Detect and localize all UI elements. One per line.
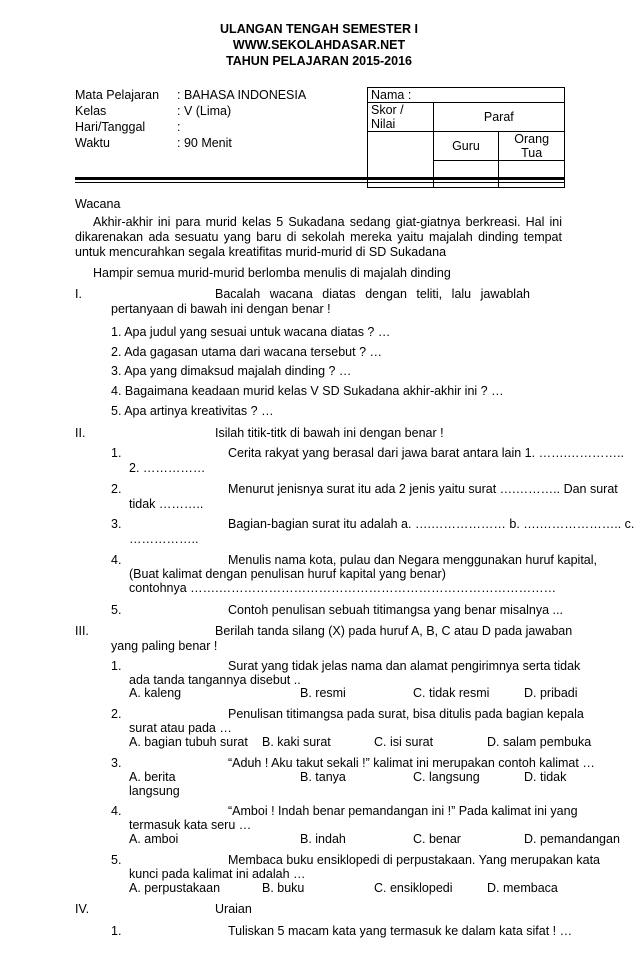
section-3-instruction-2: yang paling benar ! [111, 639, 218, 653]
date-value: : [177, 120, 181, 134]
section-2-q1-text: Cerita rakyat yang berasal dari jawa barat antara lain 1. …….………….. [228, 446, 625, 460]
parent-sign-blank [499, 161, 565, 188]
section-3-q4-number: 4. [111, 804, 122, 818]
section-2-q5-number: 5. [111, 603, 122, 617]
section-1-question: 2. Ada gagasan utama dari wacana tersebut ? … [111, 345, 383, 359]
reading-line-4: Hampir semua murid-murid berlomba menulis di majalah dinding [93, 266, 451, 280]
option-c: C. ensiklopedi [374, 881, 453, 895]
divider-thick [75, 177, 565, 180]
section-3-q5-text: Membaca buku ensiklopedi di perpustakaan. Yang merupakan kata [228, 853, 600, 867]
parent-cell: Orang Tua [499, 132, 565, 161]
section-4-number: IV. [75, 902, 90, 916]
option-c: C. langsung [413, 770, 480, 784]
school-year-line: TAHUN PELAJARAN 2015-2016 [226, 54, 412, 68]
website-line: WWW.SEKOLAHDASAR.NET [232, 38, 406, 52]
section-3-instruction: Berilah tanda silang (X) pada huruf A, B, C atau D pada jawaban [215, 624, 573, 638]
section-2-q3-text: Bagian-bagian surat itu adalah a. ….……………… b. ….……………….. c. [228, 517, 635, 531]
time-value: : 90 Menit [177, 136, 232, 150]
section-2-q4-line3: contohnya …….……………………………………………………………………… [129, 581, 557, 595]
section-2-q2-text: Menurut jenisnya surat itu ada 2 jenis yaitu surat ….……….. Dan surat [228, 482, 618, 496]
section-3-q5-text-2: kunci pada kalimat ini adalah … [129, 867, 306, 881]
section-1-question: 4. Bagaimana keadaan murid kelas V SD Sukadana akhir-akhir ini ? … [111, 384, 504, 398]
section-2-q4-text: Menulis nama kota, pulau dan Negara menggunakan huruf kapital, [228, 553, 597, 567]
option-a: A. bagian tubuh surat [129, 735, 248, 749]
section-3-q5-number: 5. [111, 853, 122, 867]
section-4-q1-text: Tuliskan 5 macam kata yang termasuk ke dalam kata sifat ! … [228, 924, 573, 938]
identity-box [367, 87, 565, 188]
exam-title: ULANGAN TENGAH SEMESTER I [220, 22, 418, 36]
section-3-q3-number: 3. [111, 756, 122, 770]
subject-label: Mata Pelajaran [75, 88, 160, 102]
option-d: D. pemandangan [524, 832, 620, 846]
class-label: Kelas [75, 104, 107, 118]
option-c: C. benar [413, 832, 461, 846]
reading-line-3: untuk mencurahkan segala kreatifitas murid-murid di SD Sukadana [75, 245, 447, 259]
section-2-q2-line2: tidak ……….. [129, 497, 204, 511]
section-1-instruction: Bacalah wacana diatas dengan teliti, lalu jawablah [215, 287, 530, 301]
option-c: C. isi surat [374, 735, 434, 749]
option-a: A. kaleng [129, 686, 182, 700]
option-d: D. tidak [524, 770, 567, 784]
option-d: D. pribadi [524, 686, 578, 700]
option-b: B. buku [262, 881, 305, 895]
section-2-q5-text: Contoh penulisan sebuah titimangsa yang benar misalnya ... [228, 603, 563, 617]
reading-title: Wacana [75, 197, 121, 211]
section-1-question: 3. Apa yang dimaksud majalah dinding ? … [111, 364, 352, 378]
section-2-instruction: Isilah titik-titk di bawah ini dengan benar ! [215, 426, 444, 440]
subject-value: : BAHASA INDONESIA [177, 88, 307, 102]
section-2-q1-number: 1. [111, 446, 122, 460]
section-2-q4-line2: (Buat kalimat dengan penulisan huruf kapital yang benar) [129, 567, 446, 581]
section-3-q2-text-2: surat atau pada … [129, 721, 232, 735]
section-3-q1-text-2: ada tanda tangannya disebut .. [129, 673, 301, 687]
section-2-q3-number: 3. [111, 517, 122, 531]
section-2-q3-line2: …………….. [129, 532, 199, 546]
paraf-cell: Paraf [433, 103, 564, 132]
section-4-instruction: Uraian [215, 902, 252, 916]
section-2-q1-line2: 2. …………… [129, 461, 206, 475]
section-3-q1-text: Surat yang tidak jelas nama dan alamat pengirimnya serta tidak [228, 659, 581, 673]
option-a: A. berita [129, 770, 176, 784]
section-3-number: III. [75, 624, 89, 638]
section-3-q4-text: “Amboi ! Indah benar pemandangan ini !” Pada kalimat ini yang [228, 804, 578, 818]
option-d-continued: langsung [129, 784, 180, 798]
time-label: Waktu [75, 136, 110, 150]
section-3-q3-text: “Aduh ! Aku takut sekali !” kalimat ini merupakan contoh kalimat … [228, 756, 595, 770]
option-b: B. indah [300, 832, 346, 846]
reading-line-1: Akhir-akhir ini para murid kelas 5 Sukadana sedang giat-giatnya berkreasi. Hal ini [93, 215, 562, 229]
date-label: Hari/Tanggal [75, 120, 146, 134]
reading-line-2: dikarenakan ada sesuatu yang baru di sekolah mereka yaitu majalah dinding tempat [75, 230, 562, 244]
section-2-number: II. [75, 426, 86, 440]
class-value: : V (Lima) [177, 104, 232, 118]
section-3-q2-text: Penulisan titimangsa pada surat, bisa ditulis pada bagian kepala [228, 707, 584, 721]
section-3-q1-number: 1. [111, 659, 122, 673]
teacher-cell: Guru [433, 132, 499, 161]
name-cell: Nama : [368, 88, 565, 103]
option-d: D. salam pembuka [487, 735, 592, 749]
option-c: C. tidak resmi [413, 686, 490, 700]
option-a: A. amboi [129, 832, 179, 846]
divider-thin [75, 182, 565, 183]
score-cell: Skor / Nilai [368, 103, 434, 132]
section-3-q2-number: 2. [111, 707, 122, 721]
option-b: B. tanya [300, 770, 346, 784]
teacher-sign-blank [433, 161, 499, 188]
option-b: B. resmi [300, 686, 346, 700]
option-d: D. membaca [487, 881, 558, 895]
section-2-q2-number: 2. [111, 482, 122, 496]
section-1-question: 5. Apa artinya kreativitas ? … [111, 404, 274, 418]
section-2-q4-number: 4. [111, 553, 122, 567]
option-b: B. kaki surat [262, 735, 331, 749]
section-1-instruction-2: pertanyaan di bawah ini dengan benar ! [111, 302, 331, 316]
section-3-q4-text-2: termasuk kata seru … [129, 818, 252, 832]
option-a: A. perpustakaan [129, 881, 221, 895]
section-4-q1-number: 1. [111, 924, 122, 938]
section-1-question: 1. Apa judul yang sesuai untuk wacana diatas ? … [111, 325, 391, 339]
section-1-number: I. [75, 287, 82, 301]
